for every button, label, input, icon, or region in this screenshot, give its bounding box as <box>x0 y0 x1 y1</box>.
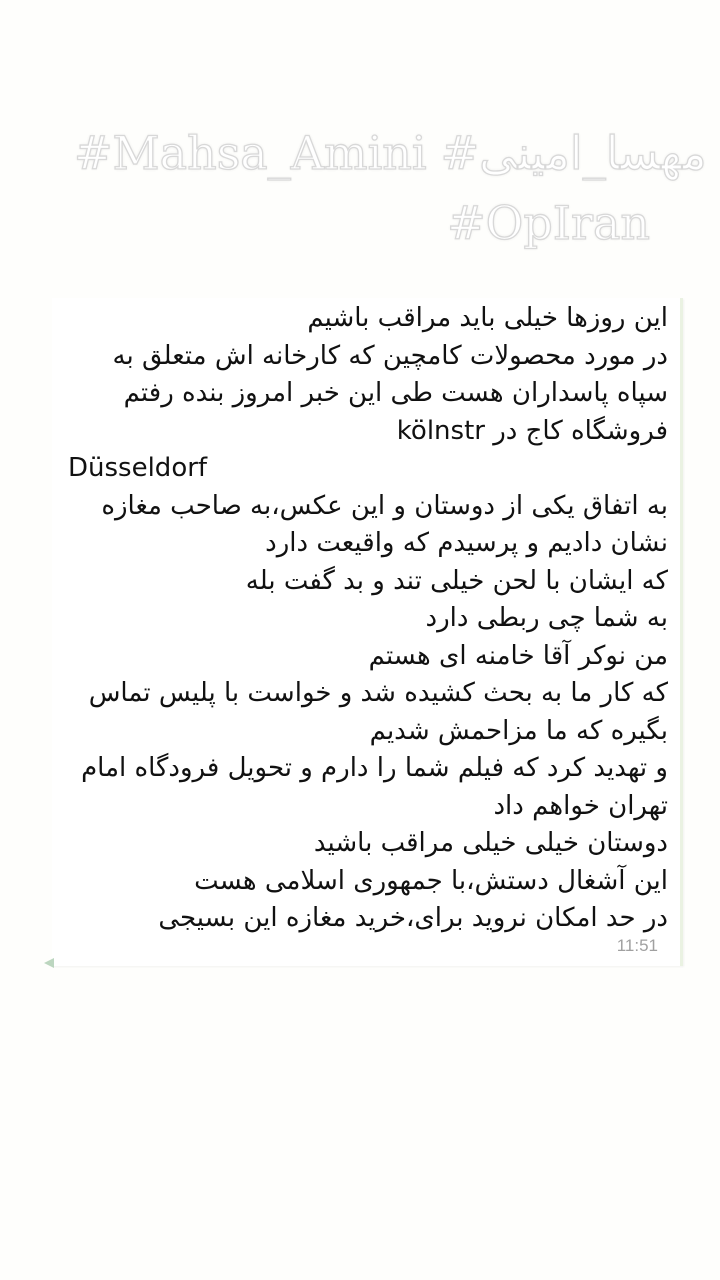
message-line: Düsseldorf <box>68 453 208 483</box>
message-line: دوستان خیلی خیلی مراقب باشید <box>313 828 668 858</box>
hashtag-opiran: #OpIran <box>447 196 650 250</box>
message-text <box>64 300 668 938</box>
message-line: تهران خواهم داد <box>493 790 668 821</box>
message-line: این روزها خیلی باید مراقب باشیم <box>307 303 668 333</box>
message-line: در مورد محصولات کامچین که کارخانه اش متعلق به <box>112 340 668 371</box>
hashtag-overlay <box>60 118 707 258</box>
message-line: من نوکر آقا خامنه ای هستم <box>368 640 668 671</box>
hashtag-mahsa-amini-latin: #Mahsa_Amini <box>74 126 427 180</box>
hashtag-line-1 <box>60 118 707 188</box>
message-line: بگیره که ما مزاحمش شدیم <box>369 715 668 746</box>
bubble-tail <box>44 958 54 968</box>
message-timestamp: 11:51 <box>616 936 658 955</box>
message-line: نشان دادیم و پرسیدم که واقیعت دارد <box>265 528 668 558</box>
hashtag-mahsa-amini-persian: #مهسا_امینی <box>440 126 707 180</box>
message-line: در حد امکان نروید برای،خرید مغازه این بسیجی <box>158 903 668 933</box>
message-line: سپاه پاسداران هست طی این خبر امروز بنده رفتم <box>123 378 668 408</box>
message-line: به اتفاق یکی از دوستان و این عکس،به صاحب مغازه <box>101 490 668 521</box>
message-line: که ایشان با لحن خیلی تند و بد گفت بله <box>245 565 668 596</box>
message-line: فروشگاه کاج در kölnstr <box>396 415 668 446</box>
message-line: به شما چی ربطی دارد <box>425 603 668 633</box>
message-line: که کار ما به بحث کشیده شد و خواست با پلیس تماس <box>88 678 668 708</box>
message-line: و تهدید کرد که فیلم شما را دارم و تحویل فرودگاه امام <box>81 753 668 783</box>
message-line: این آشغال دستش،با جمهوری اسلامی هست <box>194 865 668 896</box>
